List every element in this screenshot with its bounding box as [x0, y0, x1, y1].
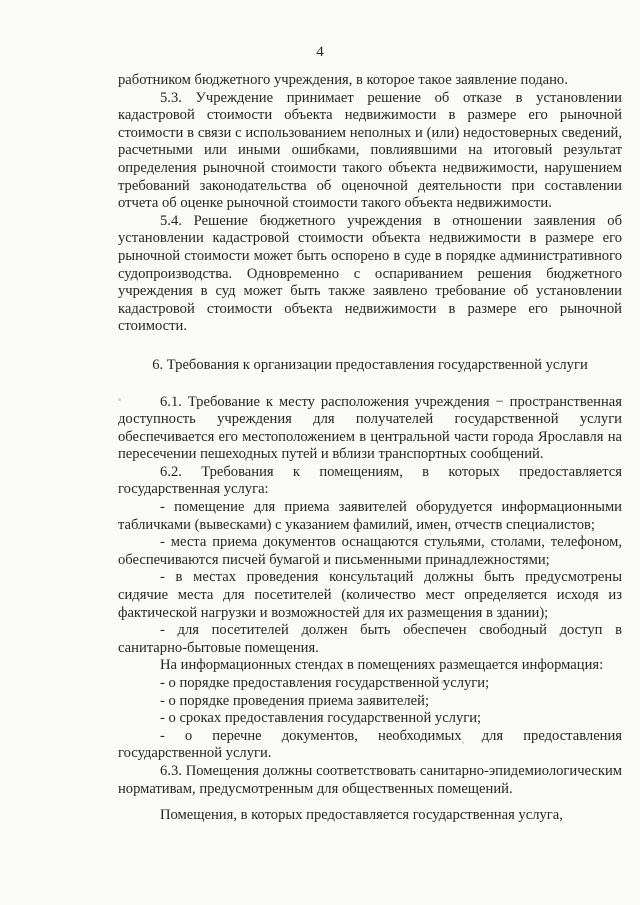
list-item: - места приема документов оснащаются стульями, столами, телефоном, обеспечиваются писчей бумагой и письменными принадлежностями;: [118, 534, 622, 568]
list-item: - о сроках предоставления государственной услуги;: [160, 710, 482, 727]
list-item: - о порядке предоставления государственной услуги;: [160, 675, 490, 691]
list-item: - о перечне документов, необходимых для предоставления государственной услуги.: [118, 727, 622, 762]
scan-speck: [118, 398, 121, 401]
paragraph-6-2: 6.2. Требования к помещениям, в которых предоставляется государственная услуга:: [118, 463, 622, 498]
paragraph-6-3: 6.3. Помещения должны соответствовать санитарно-эпидемиологическим нормативам, предусмотренным для общественных помещений.: [118, 762, 622, 797]
list-item: - в местах проведения консультаций должны быть предусмотрены сидячие места для посетителей (количество мест определяется исходя из фактической нагрузки и возможностей для их размещения в здании);: [118, 569, 622, 621]
list-item: - о порядке проведения приема заявителей;: [160, 692, 430, 709]
scan-speck: [462, 741, 464, 744]
section-heading-6: 6. Требования к организации предоставления государственной услуги: [152, 356, 588, 373]
paragraph-6-1: 6.1. Требование к месту расположения учреждения − пространственная доступность учреждения для получателей государственной услуги обеспечивается его местоположением в центральной части города Ярославля на пересечении пешеходных путей и вблизи транспортных сообщений.: [118, 393, 622, 463]
page-number: 4: [316, 44, 324, 60]
paragraph-continuation: работником бюджетного учреждения, в которое такое заявление подано.: [118, 72, 568, 88]
document-body: [118, 72, 622, 825]
paragraph-5-3: 5.3. Учреждение принимает решение об отказе в установлении кадастровой стоимости объекта недвижимости в размере его рыночной стоимости в связи с использованием неполных и (или) недостоверных сведений, расчетными или иными ошибками, повлиявшими на итоговый результат определения рыночной стоимости такого объекта недвижимости, нарушением требований законодательства об оценочной деятельности при составлении отчета об оценке рыночной стоимости такого объекта недвижимости.: [118, 89, 622, 212]
paragraph-info-stands: На информационных стендах в помещениях размещается информация:: [160, 657, 604, 674]
list-item: - для посетителей должен быть обеспечен свободный доступ в санитарно-бытовые помещения.: [118, 622, 622, 656]
list-item: - помещение для приема заявителей оборудуется информационными табличками (вывесками) с указанием фамилий, имен, отчеств специалистов;: [118, 499, 622, 533]
paragraph-premises: Помещения, в которых предоставляется государственная услуга,: [160, 807, 563, 824]
paragraph-5-4: 5.4. Решение бюджетного учреждения в отношении заявления об установлении кадастровой стоимости объекта недвижимости в размере его рыночной стоимости может быть оспорено в суде в порядке административного судопроизводства. Одновременно с оспариванием решения бюджетного учреждения в суд может быть также заявлено требование об установлении кадастровой стоимости объекта недвижимости в размере его рыночной стоимости.: [118, 212, 622, 335]
scan-speck: [441, 680, 444, 684]
